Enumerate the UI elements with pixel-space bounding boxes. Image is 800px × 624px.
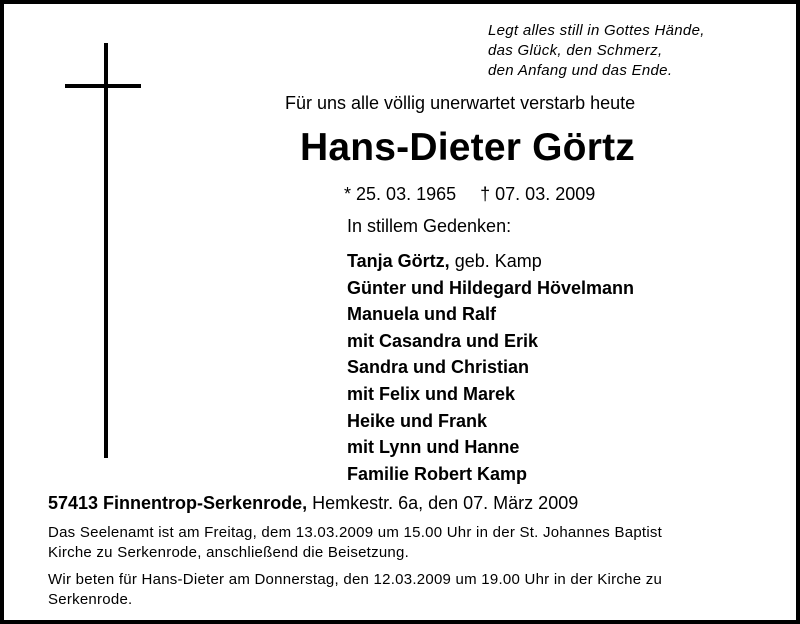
mourner-line: Sandra und Christian <box>347 357 530 378</box>
requiem-line: Das Seelenamt ist am Freitag, dem 13.03.2009 um 15.00 Uhr in der St. Johannes Baptist <box>48 524 663 541</box>
mourner-line: mit Felix und Marek <box>347 383 516 404</box>
cross-horizontal-bar <box>65 84 141 88</box>
cross-vertical-bar <box>104 43 108 458</box>
prayer-line: Serkenrode. <box>48 591 133 608</box>
requiem-info <box>48 523 768 563</box>
place-and-date <box>48 493 578 514</box>
birth-symbol: * <box>344 184 352 204</box>
prayer-line: Wir beten für Hans-Dieter am Donnerstag, den 12.03.2009 um 19.00 Uhr in der Kirche zu <box>48 571 663 588</box>
requiem-line: Kirche zu Serkenrode, anschließend die Beisetzung. <box>48 544 410 561</box>
town-name: 57413 Finnentrop-Serkenrode, <box>48 493 308 513</box>
bible-verse <box>488 21 788 81</box>
verse-line: Legt alles still in Gottes Hände, <box>488 22 705 39</box>
mourner-maiden-name: geb. Kamp <box>449 251 542 271</box>
prayer-info <box>48 570 768 610</box>
death-symbol: † <box>480 184 491 204</box>
death-date: 07. 03. 2009 <box>495 184 596 204</box>
birth-date: 25. 03. 1965 <box>356 184 457 204</box>
mourner-line: Heike und Frank <box>347 410 488 431</box>
mourner-line <box>347 248 634 275</box>
mourner-line: Familie Robert Kamp <box>347 463 528 484</box>
life-dates <box>344 184 595 205</box>
mourner-line: Günter und Hildegard Hövelmann <box>347 277 635 298</box>
memorial-heading: In stillem Gedenken: <box>347 216 512 236</box>
mourner-name: Tanja Görtz, <box>347 251 450 271</box>
address-date: Hemkestr. 6a, den 07. März 2009 <box>307 493 579 513</box>
mourners-list <box>347 248 634 487</box>
mourner-line: mit Lynn und Hanne <box>347 437 520 458</box>
mourner-line: Manuela und Ralf <box>347 304 497 325</box>
intro-text: Für uns alle völlig unerwartet verstarb heute <box>285 93 636 113</box>
mourner-line: mit Casandra und Erik <box>347 330 539 351</box>
verse-line: das Glück, den Schmerz, <box>488 42 663 59</box>
verse-line: den Anfang und das Ende. <box>488 62 673 79</box>
deceased-name: Hans-Dieter Görtz <box>300 126 635 169</box>
